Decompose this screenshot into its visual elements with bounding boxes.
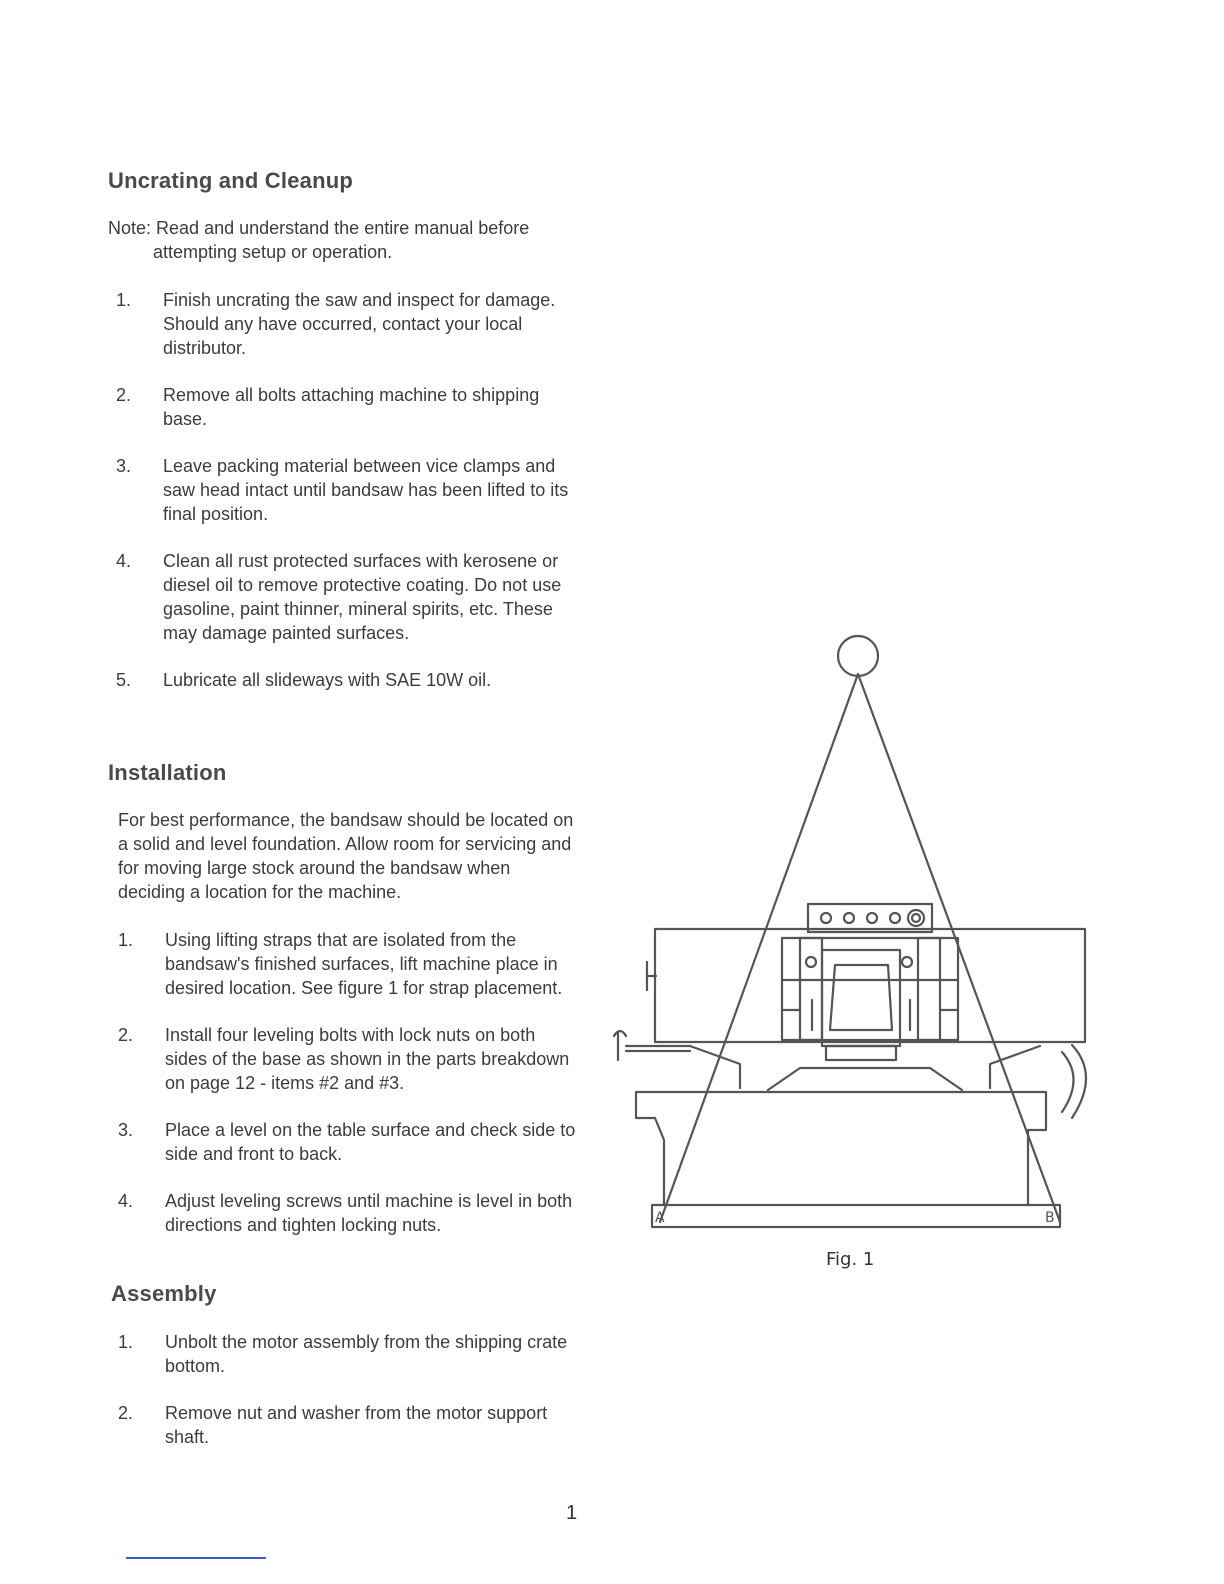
list-item [110, 1330, 580, 1378]
list-item [110, 1118, 580, 1166]
list-item [108, 288, 578, 360]
step-text: Finish uncrating the saw and inspect for damage. Should any have occurred, contact your local distributor. [163, 290, 556, 358]
step-text: Unbolt the motor assembly from the shipping crate bottom. [165, 1332, 568, 1376]
anchor-label-right: B [1045, 1210, 1055, 1226]
list-item [108, 454, 578, 526]
pulley-guard-inner [1062, 1052, 1074, 1112]
step-number: 2. [116, 385, 132, 405]
control-panel [808, 904, 932, 932]
list-item [108, 668, 578, 692]
step-number: 2. [118, 1403, 134, 1423]
list-item [108, 383, 578, 431]
note-label: Note: [108, 218, 152, 238]
lifting-strap-left [660, 674, 858, 1222]
vise-housing [782, 938, 958, 1040]
anchor-label-left: A [655, 1210, 665, 1226]
figure-caption: Fig. 1 [826, 1249, 875, 1270]
list-item [108, 549, 578, 645]
step-number: 3. [116, 456, 132, 476]
step-number: 5. [116, 670, 132, 690]
step-number: 1. [118, 930, 134, 950]
step-number: 1. [116, 290, 132, 310]
guide-foot [826, 1046, 896, 1060]
vise-bolt [902, 957, 912, 967]
control-knob [890, 913, 900, 923]
feed-handle [614, 1031, 690, 1060]
control-knob [908, 910, 924, 926]
installation-heading: Installation [108, 760, 227, 785]
center-linkage [690, 1046, 1040, 1090]
assembly-steps [110, 1330, 580, 1472]
installation-steps [110, 928, 580, 1260]
vise-jaw-right [918, 938, 940, 1040]
step-text: Clean all rust protected surfaces with kerosene or diesel oil to remove protective coating. Do not use gasoline, paint thinner, mineral spirits, etc. These may damage painted surfaces. [163, 551, 562, 643]
step-number: 1. [118, 1332, 134, 1352]
step-text: Adjust leveling screws until machine is level in both directions and tighten locking nuts. [165, 1191, 573, 1235]
list-item [110, 928, 580, 1000]
saw-head-frame [655, 929, 1085, 1042]
note-block [108, 216, 578, 264]
base-table [636, 1092, 1046, 1205]
lifting-ring [838, 636, 878, 676]
page-number: 1 [566, 1502, 578, 1524]
step-text: Using lifting straps that are isolated from the bandsaw's finished surfaces, lift machine place in desired location. See figure 1 for strap placement. [165, 930, 563, 998]
uncrating-heading: Uncrating and Cleanup [108, 168, 353, 193]
step-number: 4. [118, 1191, 134, 1211]
bandsaw-lifting-figure [600, 625, 1110, 1245]
step-number: 2. [118, 1025, 134, 1045]
note-text-line1: Read and understand the entire manual before [151, 218, 530, 238]
bottom-rule [126, 1557, 266, 1559]
list-item [110, 1023, 580, 1095]
list-item [110, 1189, 580, 1237]
control-knob [821, 913, 831, 923]
blade-guide-inner [830, 965, 892, 1030]
step-text: Leave packing material between vice clamps and saw head intact until bandsaw has been lifted to its final position. [163, 456, 569, 524]
step-text: Lubricate all slideways with SAE 10W oil. [163, 670, 492, 690]
note-text-line2: attempting setup or operation. [153, 242, 393, 262]
uncrating-steps [108, 288, 578, 715]
step-number: 3. [118, 1120, 134, 1140]
assembly-heading: Assembly [111, 1281, 217, 1306]
step-text: Place a level on the table surface and check side to side and front to back. [165, 1120, 576, 1164]
step-text: Remove all bolts attaching machine to shipping base. [163, 385, 540, 429]
installation-paragraph: For best performance, the bandsaw should be located on a solid and level foundation. Allow room for servicing and for moving large stock around the bandsaw when deciding a location for the machine. [118, 810, 574, 902]
vise-bolt [806, 957, 816, 967]
step-text: Install four leveling bolts with lock nuts on both sides of the base as shown in the parts breakdown on page 12 - items #2 and #3. [165, 1025, 570, 1093]
control-knob [867, 913, 877, 923]
control-knob [844, 913, 854, 923]
step-number: 4. [116, 551, 132, 571]
list-item [110, 1401, 580, 1449]
step-text: Remove nut and washer from the motor support shaft. [165, 1403, 548, 1447]
control-knob [912, 914, 920, 922]
base-stand [652, 1205, 1060, 1227]
